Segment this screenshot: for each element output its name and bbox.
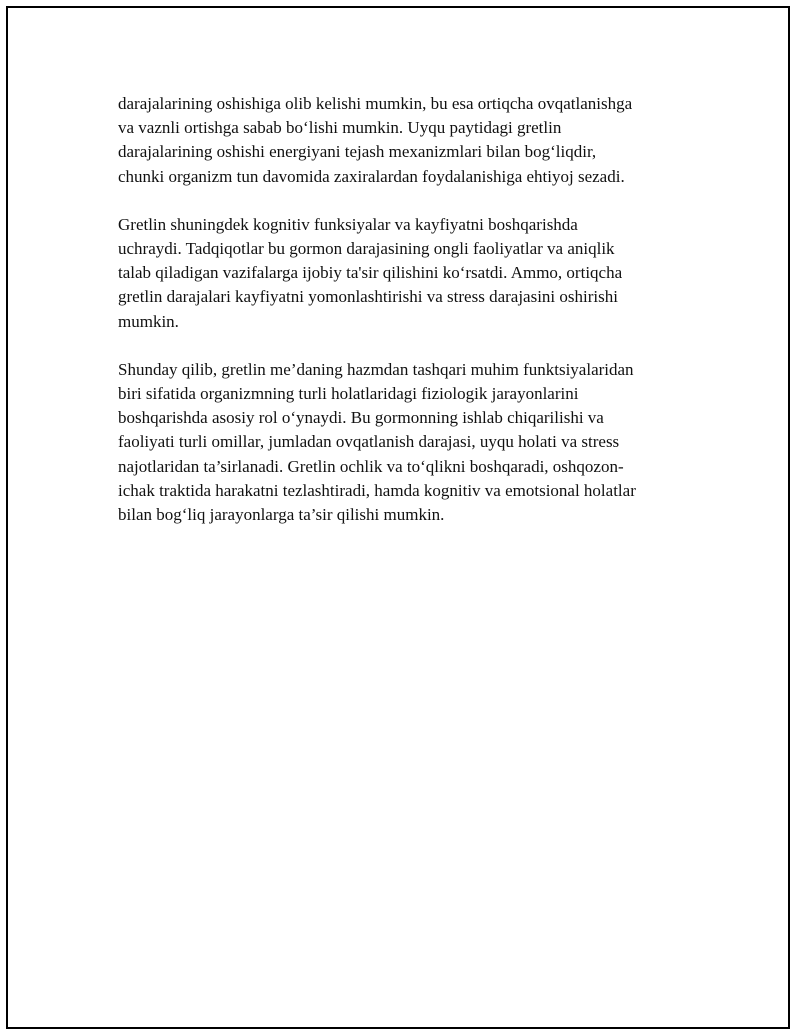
text-line: darajalarining oshishi energiyani tejash mexanizmlari bilan bog‘liqdir,	[118, 142, 597, 162]
text-line: Gretlin shuningdek kognitiv funksiyalar va kayfiyatni boshqarishda	[118, 214, 578, 234]
paragraph-3	[118, 358, 688, 527]
text-line: chunki organizm tun davomida zaxiralardan foydalanishiga ehtiyoj sezadi.	[118, 166, 625, 186]
text-line: ichak traktida harakatni tezlashtiradi, hamda kognitiv va emotsional holatlar	[118, 480, 636, 500]
text-line: boshqarishda asosiy rol o‘ynaydi. Bu gormonning ishlab chiqarilishi va	[118, 408, 604, 428]
text-line: mumkin.	[118, 311, 179, 331]
text-line: Shunday qilib, gretlin me’daning hazmdan tashqari muhim funktsiyalaridan	[118, 359, 634, 379]
text-line: gretlin darajalari kayfiyatni yomonlashtirishi va stress darajasini oshirishi	[118, 287, 618, 307]
text-line: uchraydi. Tadqiqotlar bu gormon darajasining ongli faoliyatlar va aniqlik	[118, 239, 615, 259]
text-line: talab qiladigan vazifalarga ijobiy ta'sir qilishini ko‘rsatdi. Ammo, ortiqcha	[118, 263, 623, 283]
text-line: najotlaridan ta’sirlanadi. Gretlin ochlik va to‘qlikni boshqaradi, oshqozon-	[118, 456, 624, 476]
paragraph-1	[118, 92, 688, 189]
text-line: faoliyati turli omillar, jumladan ovqatlanish darajasi, uyqu holati va stress	[118, 432, 620, 452]
text-line: biri sifatida organizmning turli holatlaridagi fiziologik jarayonlarini	[118, 384, 579, 404]
paragraph-2	[118, 213, 688, 334]
text-line: va vaznli ortishga sabab bo‘lishi mumkin. Uyqu paytidagi gretlin	[118, 118, 562, 138]
document-body	[118, 92, 688, 551]
text-line: bilan bog‘liq jarayonlarga ta’sir qilishi mumkin.	[118, 505, 445, 525]
text-line: darajalarining oshishiga olib kelishi mumkin, bu esa ortiqcha ovqatlanishga	[118, 94, 633, 113]
